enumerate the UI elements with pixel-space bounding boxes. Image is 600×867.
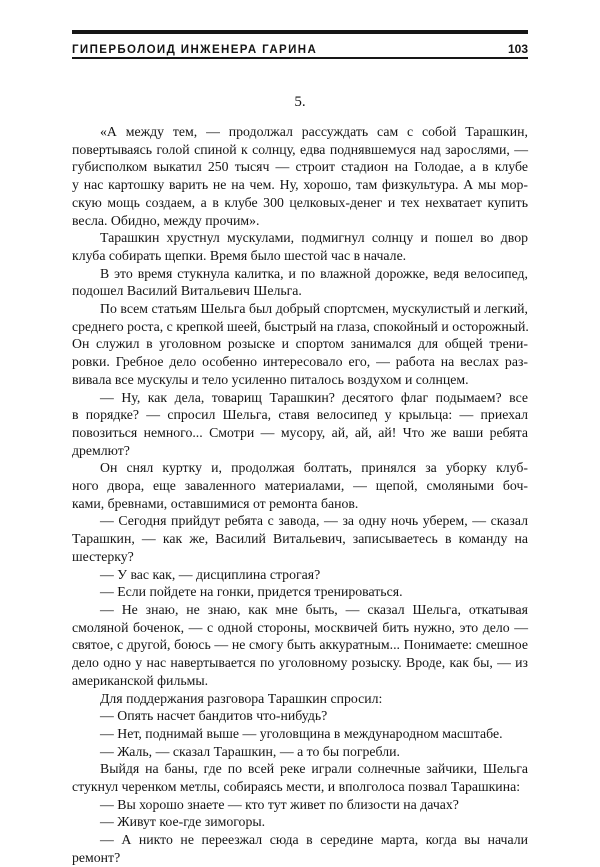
text-line: — Живут кое-где зимогоры. xyxy=(100,814,266,830)
paragraph xyxy=(72,725,528,743)
header-rule-bottom xyxy=(72,57,528,59)
paragraph xyxy=(72,583,528,601)
paragraph xyxy=(72,123,528,229)
text-line: — Опять насчет бандитов что-нибудь? xyxy=(100,708,328,724)
text-line: святое, с другой, боюсь — не смогу быть аккуратным... Понимаете: смешное xyxy=(72,637,528,653)
text-line: — Жаль, — сказал Тарашкин, — а то бы погребли. xyxy=(100,743,400,759)
paragraph xyxy=(72,831,528,866)
text-line: «А между тем, — продолжал рассуждать сам с собой Тарашкин, xyxy=(100,124,528,139)
text-line: — А никто не переезжал сюда в середине марта, когда вы начали xyxy=(100,832,528,848)
running-title: ГИПЕРБОЛОИД ИНЖЕНЕРА ГАРИНА xyxy=(72,44,318,56)
paragraph xyxy=(72,389,528,460)
text-line: смоляной боченок, — с одной стороны, москвичей бить нужно, это дело — xyxy=(72,619,528,635)
text-line: американской фильмы. xyxy=(72,672,209,688)
text-line: дело одно у нас навертывается по уголовному розыску. Вроде, как бы, — из xyxy=(72,655,528,671)
header-rule-top xyxy=(72,30,528,34)
text-line: — Сегодня прийдут ребята с завода, — за одну ночь уберем, — сказал xyxy=(100,513,528,529)
text-line: подошел Василий Витальевич Шельга. xyxy=(72,283,302,299)
paragraph xyxy=(72,300,528,389)
text-line: среднего роста, с крепкой шеей, быстрый на глаза, спокойный и осторожный. xyxy=(72,318,529,334)
paragraph xyxy=(72,512,528,565)
text-line: — Вы хорошо знаете — кто тут живет по близости на дачах? xyxy=(100,796,459,812)
page-number: 103 xyxy=(507,42,528,56)
text-line: губисполком выкатил 250 тысяч — строит стадион на Голодае, а в клубе xyxy=(72,159,528,175)
running-header xyxy=(72,38,528,56)
text-line: — Не знаю, не знаю, как мне быть, — сказал Шельга, откатывая xyxy=(100,601,528,617)
text-line: Тарашкин хрустнул мускулами, подмигнул солнцу и пошел во двор xyxy=(100,230,528,246)
text-line: шестерку? xyxy=(72,548,134,564)
paragraph xyxy=(72,796,528,814)
body-text xyxy=(72,123,528,867)
paragraph xyxy=(72,760,528,795)
paragraph xyxy=(72,743,528,761)
paragraph xyxy=(72,707,528,725)
text-line: — У вас как, — дисциплина строгая? xyxy=(100,566,321,582)
text-line: По всем статьям Шельга был добрый спортсмен, мускулистый и легкий, xyxy=(100,301,528,317)
paragraph xyxy=(72,690,528,708)
text-line: — Нет, поднимай выше — уголовщина в международном масштабе. xyxy=(100,725,503,741)
paragraph xyxy=(72,265,528,300)
text-line: весла. Обидно, между прочим». xyxy=(72,212,260,228)
text-line: у нас картошку варить не на чем. Ну, хорошо, там физкультура. А мы мор- xyxy=(72,177,528,193)
text-line: вивала все мускулы и тело усиленно питалось воздухом и солнцем. xyxy=(72,371,469,387)
text-line: ровки. Гребное дело особенно интересовало его, — работа на веслах раз- xyxy=(72,354,528,370)
text-line: Для поддержания разговора Тарашкин спросил: xyxy=(100,690,383,706)
text-line: Выйдя на баны, где по всей реке играли солнечные зайчики, Шельга xyxy=(100,761,528,777)
text-line: Он служил в уголовном розыске и спортом занимался для общей трени- xyxy=(72,336,528,352)
text-line: дремлют? xyxy=(72,442,130,458)
text-line: скую мощь создаем, а в клубе 300 целковых-денег и тех нехватает купить xyxy=(72,194,528,210)
text-line: В это время стукнула калитка, и по влажной дорожке, ведя велосипед, xyxy=(100,265,528,281)
text-line: в порядке? — спросил Шельга, ставя велосипед у крыльца: — приехал xyxy=(72,407,528,423)
text-line: повертываясь голой спиной к солнцу, едва поднявшемуся над зарослями, — xyxy=(72,141,528,157)
text-line: стукнул черенком метлы, собираясь мести, и вполголоса позвал Тарашкина: xyxy=(72,779,521,795)
text-line: Тарашкин, — как же, Василий Витальевич, записываетесь в команду на xyxy=(72,531,528,547)
text-line: Он снял куртку и, продолжая болтать, принялся за уборку клуб- xyxy=(100,460,528,476)
text-line: — Если пойдете на гонки, придется тренироваться. xyxy=(100,584,403,600)
paragraph xyxy=(72,813,528,831)
chapter-number: 5. xyxy=(294,94,306,110)
paragraph xyxy=(72,459,528,512)
text-line: клуба собирать щепки. Время было шестой час в начале. xyxy=(72,247,407,263)
text-line: повозиться немного... Смотри — мусору, ай, ай, ай! Что же ваши ребята xyxy=(72,424,528,440)
paragraph xyxy=(72,566,528,584)
text-line: — Ну, как дела, товарищ Тарашкин? десятого флаг подымаем? все xyxy=(100,389,528,405)
text-line: ремонт? xyxy=(72,849,121,865)
paragraph xyxy=(72,601,528,690)
text-line: ками, бревнами, оставшимися от ремонта банов. xyxy=(72,495,359,511)
paragraph xyxy=(72,229,528,264)
text-line: ного двора, еще заваленного материалами, — щепой, смоляными боч- xyxy=(72,478,528,494)
